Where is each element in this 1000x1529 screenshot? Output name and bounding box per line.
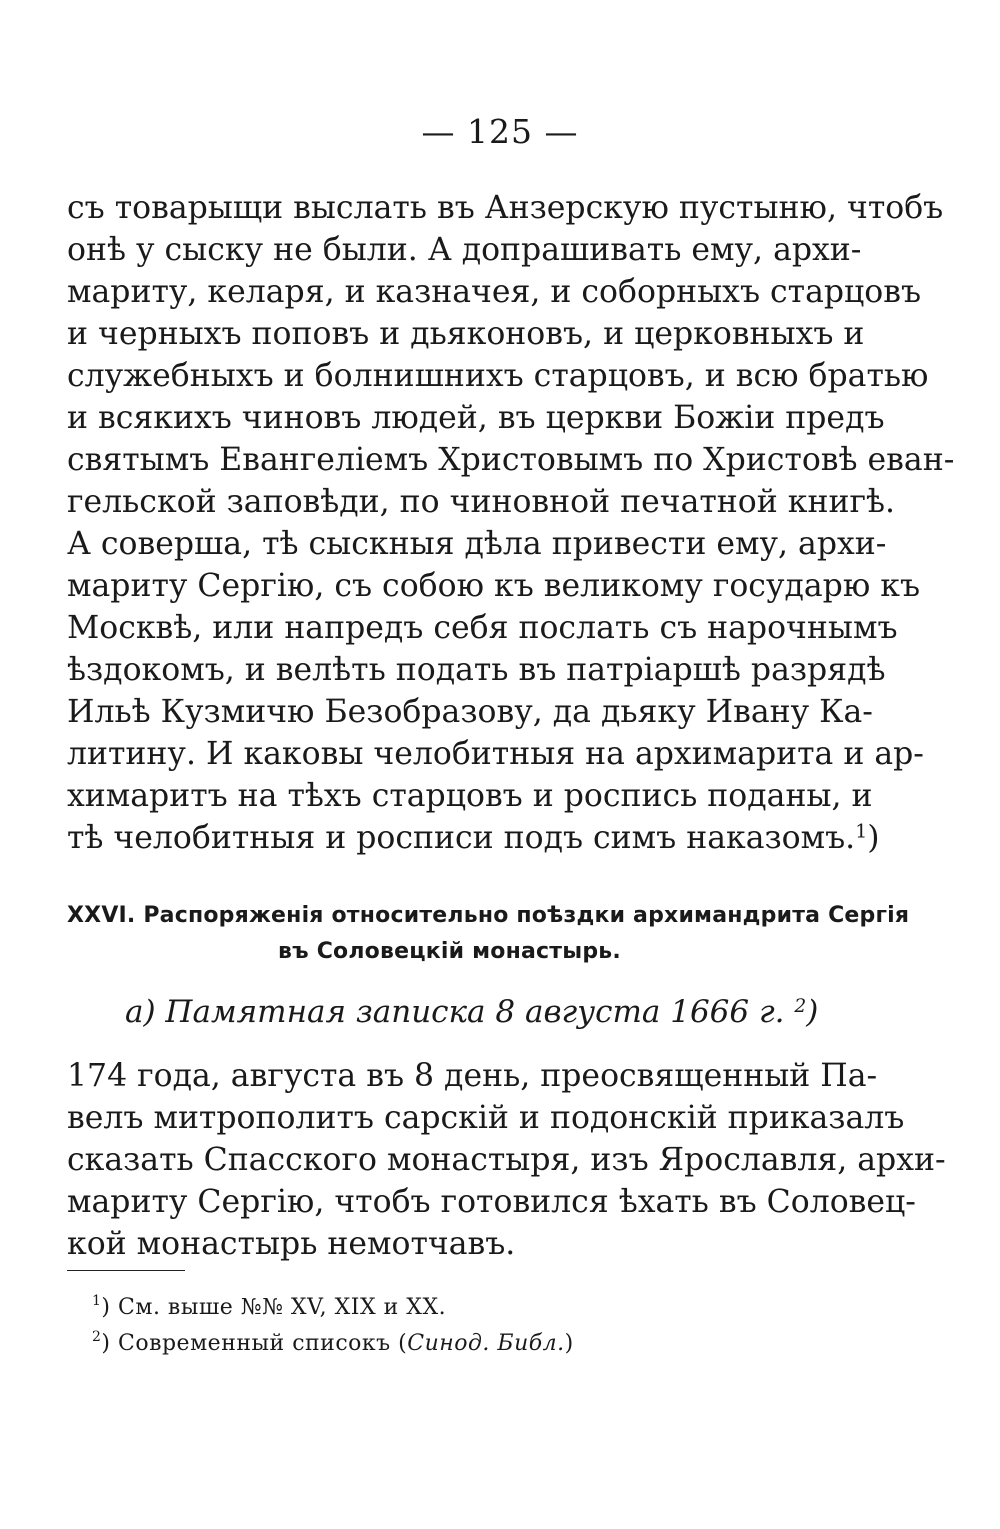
- subtitle-text: а) Памятная записка 8 августа 1666 г.: [125, 994, 785, 1030]
- footnote-marker: 1: [92, 1293, 102, 1309]
- text-line: 174 года, августа въ 8 день, преосвященный Па-: [67, 1058, 878, 1094]
- footnote-2: $^2$) Современный списокъ (Синод. Библ.): [92, 1329, 574, 1356]
- text-line: съ товарыщи выслать въ Анзерскую пустыню, чтобъ: [67, 190, 944, 226]
- text-line: мариту Сергію, съ собою къ великому государю къ: [67, 568, 920, 604]
- text-line: гельской заповѣди, по чиновной печатной книгѣ.: [67, 484, 895, 520]
- text-line-content: тѣ челобитныя и росписи подъ симъ наказомъ.: [67, 820, 856, 856]
- footnote-close: ): [564, 1331, 574, 1356]
- footnote-marker: 2: [92, 1329, 102, 1345]
- section-heading-line: въ Соловецкій монастырь.: [278, 939, 621, 964]
- footnote-reference: 2: [794, 995, 807, 1017]
- text-line: Ильѣ Кузмичю Безобразову, да дьяку Ивану Ка-: [67, 694, 873, 730]
- text-line: служебныхъ и болнишнихъ старцовъ, и всю братью: [67, 358, 929, 394]
- page-number: — 125 —: [421, 112, 579, 151]
- text-line: мариту Сергію, чтобъ готовился ѣхать въ Соловец-: [67, 1184, 916, 1220]
- document-subtitle: а) Памятная записка 8 августа 1666 г. $^2$): [125, 994, 819, 1030]
- section-heading-line: XXVI. Распоряженія относительно поѣздки архимандрита Сергія: [67, 903, 910, 928]
- text-line: Москвѣ, или напредъ себя послать съ нарочнымъ: [67, 610, 898, 646]
- text-line: и черныхъ поповъ и дьяконовъ, и церковныхъ и: [67, 316, 865, 352]
- footnote-text: Современный списокъ (: [118, 1331, 408, 1356]
- footnote-source: Синод. Библ.: [407, 1331, 565, 1356]
- text-line-last: тѣ челобитныя и росписи подъ симъ наказомъ.$^1$): [67, 820, 880, 856]
- text-line: онѣ у сыску не были. А допрашивать ему, архи-: [67, 232, 862, 268]
- text-line: велъ митрополитъ сарскій и подонскій приказалъ: [67, 1100, 905, 1136]
- text-line: химаритъ на тѣхъ старцовъ и роспись поданы, и: [67, 778, 873, 814]
- footnote-1: $^1$) См. выше №№ XV, XIX и XX.: [92, 1293, 447, 1320]
- text-line: ѣздокомъ, и велѣть подать въ патріаршѣ разрядѣ: [67, 652, 886, 688]
- text-line: кой монастырь немотчавъ.: [67, 1226, 516, 1262]
- text-line: мариту, келаря, и казначея, и соборныхъ старцовъ: [67, 274, 922, 310]
- footnote-reference: 1: [855, 820, 868, 843]
- text-line: сказать Спасского монастыря, изъ Ярославля, архи-: [67, 1142, 946, 1178]
- footnote-text: См. выше №№ XV, XIX и XX.: [118, 1295, 447, 1320]
- text-line: и всякихъ чиновъ людей, въ церкви Божіи предъ: [67, 400, 885, 436]
- text-line: А соверша, тѣ сыскныя дѣла привести ему, архи-: [67, 526, 887, 562]
- text-line: святымъ Евангеліемъ Христовымъ по Христовѣ еван-: [67, 442, 955, 478]
- text-line: литину. И каковы челобитныя на архимарита и ар-: [67, 736, 924, 772]
- footnote-divider: [67, 1270, 185, 1271]
